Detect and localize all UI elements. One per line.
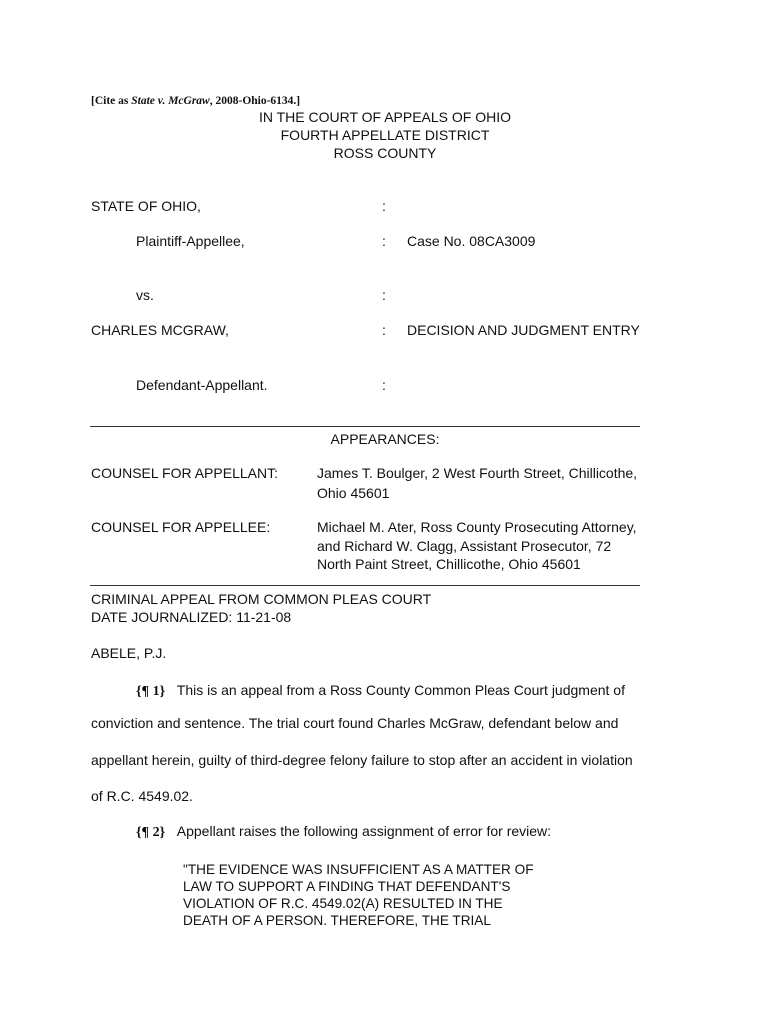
- entry-type: DECISION AND JUDGMENT ENTRY: [407, 322, 640, 338]
- paragraph-1-line: appellant herein, guilty of third-degree felony failure to stop after an accident in violation: [91, 752, 633, 768]
- appellant-counsel-label: COUNSEL FOR APPELLANT:: [91, 465, 278, 481]
- paragraph-1-line: of R.C. 4549.02.: [91, 788, 193, 804]
- party-defendant: CHARLES MCGRAW,: [91, 322, 229, 338]
- appellee-counsel-label: COUNSEL FOR APPELLEE:: [91, 519, 271, 535]
- party-defendant-role: Defendant-Appellant.: [136, 377, 268, 393]
- divider: [90, 585, 640, 586]
- appellee-counsel-line: Michael M. Ater, Ross County Prosecuting Attorney,: [317, 519, 637, 535]
- case-number: Case No. 08CA3009: [407, 233, 536, 249]
- court-county: ROSS COUNTY: [333, 145, 437, 161]
- court-district: FOURTH APPELLATE DISTRICT: [280, 127, 490, 143]
- caption-separator: :: [382, 322, 386, 338]
- citation-prefix: [Cite as: [91, 95, 132, 107]
- judge-name: ABELE, P.J.: [91, 645, 167, 661]
- paragraph-1-line: [136, 682, 625, 700]
- caption-separator: :: [382, 287, 386, 303]
- caption-separator: :: [382, 377, 386, 393]
- appellant-counsel-line: James T. Boulger, 2 West Fourth Street, Chillicothe,: [317, 465, 638, 481]
- caption-separator: :: [382, 198, 386, 214]
- citation-suffix: , 2008-Ohio-6134.]: [209, 95, 301, 107]
- paragraph-2-line: [136, 823, 551, 841]
- paragraph-1-line: conviction and sentence. The trial court found Charles McGraw, defendant below and: [91, 715, 619, 731]
- appellee-counsel-line: North Paint Street, Chillicothe, Ohio 45601: [317, 556, 581, 572]
- citation-case-name: State v. McGraw: [131, 95, 210, 107]
- paragraph-marker: {¶ 1}: [136, 684, 166, 699]
- assignment-of-error-line: VIOLATION OF R.C. 4549.02(A) RESULTED IN THE: [183, 896, 503, 911]
- paragraph-text: Appellant raises the following assignment of error for review:: [176, 823, 552, 839]
- date-journalized: DATE JOURNALIZED: 11-21-08: [91, 609, 292, 625]
- paragraph-text: This is an appeal from a Ross County Common Pleas Court judgment of: [176, 682, 625, 698]
- divider: [90, 426, 640, 427]
- party-state: STATE OF OHIO,: [91, 198, 201, 214]
- paragraph-marker: {¶ 2}: [136, 825, 166, 840]
- court-name: IN THE COURT OF APPEALS OF OHIO: [258, 109, 512, 125]
- assignment-of-error-line: LAW TO SUPPORT A FINDING THAT DEFENDANT'S: [183, 879, 511, 894]
- appearances-heading: APPEARANCES:: [330, 431, 440, 447]
- appellant-counsel-line: Ohio 45601: [317, 485, 390, 501]
- appeal-type: CRIMINAL APPEAL FROM COMMON PLEAS COURT: [91, 591, 432, 607]
- versus: vs.: [136, 287, 154, 303]
- party-state-role: Plaintiff-Appellee,: [136, 233, 245, 249]
- assignment-of-error-line: "THE EVIDENCE WAS INSUFFICIENT AS A MATTER OF: [183, 862, 534, 877]
- appellee-counsel-line: and Richard W. Clagg, Assistant Prosecutor, 72: [317, 538, 612, 554]
- assignment-of-error-line: DEATH OF A PERSON. THEREFORE, THE TRIAL: [183, 913, 491, 928]
- caption-separator: :: [382, 233, 386, 249]
- citation: [91, 95, 300, 107]
